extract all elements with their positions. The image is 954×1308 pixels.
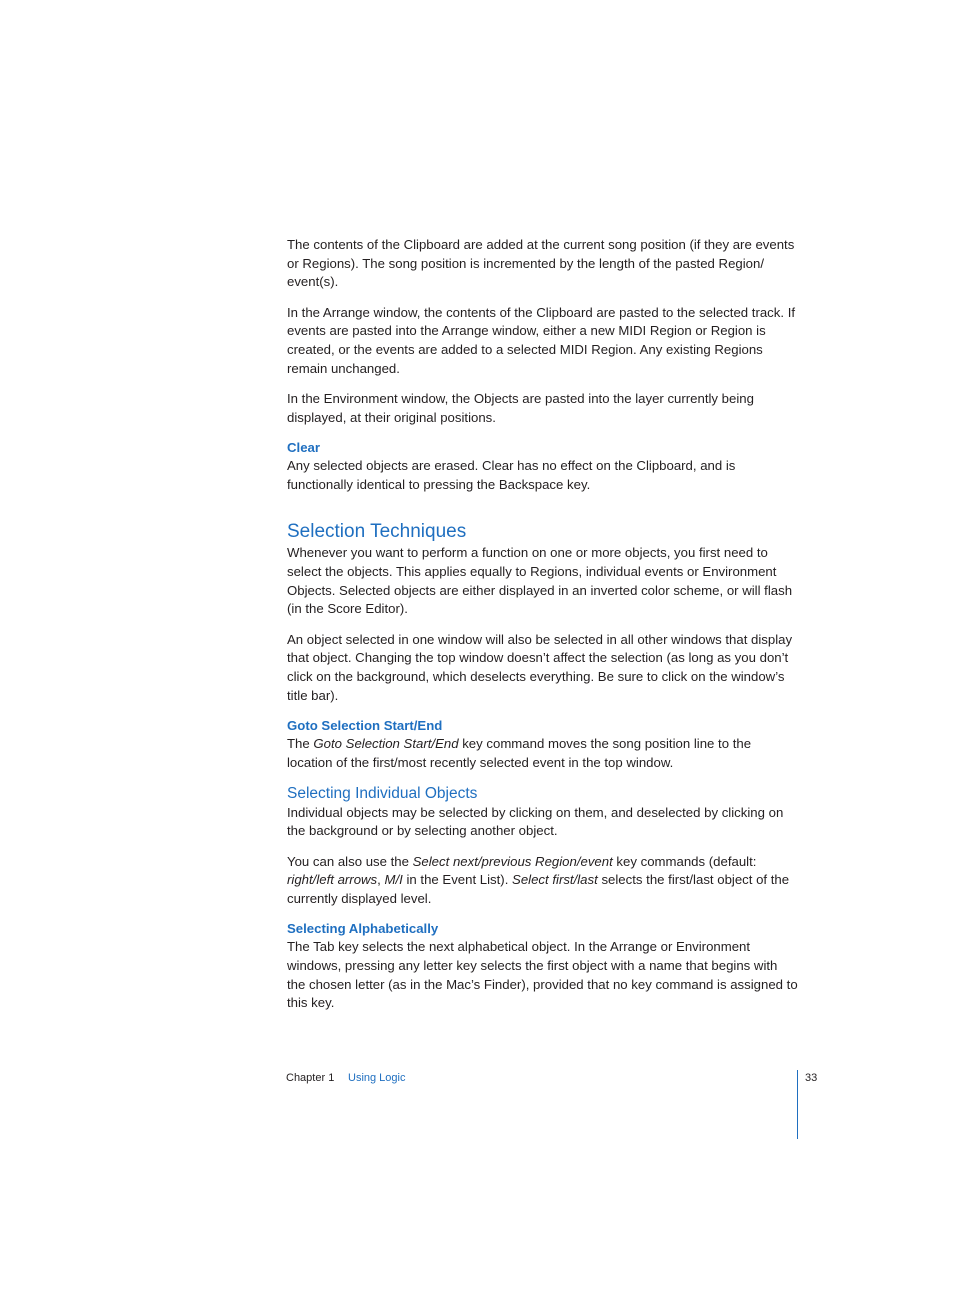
command-name: Select first/last — [512, 872, 598, 888]
paragraph-clear: Any selected objects are erased. Clear has no effect on the Clipboard, and is functionally identical to pressing the Backspace key. — [287, 457, 736, 492]
paragraph-clipboard-position: The contents of the Clipboard are added at the current song position (if they are events or Regions). The song position is incremented by the length of the pasted Region/ event(s). — [287, 237, 795, 290]
key-name: M/I — [384, 872, 403, 888]
paragraph-goto-selection — [287, 735, 799, 772]
paragraph-environment-paste: In the Environment window, the Objects are pasted into the layer currently being displayed, at their original positions. — [287, 390, 754, 425]
footer-divider — [797, 1070, 798, 1139]
paragraph-select-key-commands — [287, 853, 799, 909]
paragraph-arrange-paste: In the Arrange window, the contents of the Clipboard are pasted to the selected track. If events are pasted into the Arrange window, either a new MIDI Region or Region is created, or the events are added to a selected MIDI Region. Any existing Regions remain unchanged. — [287, 304, 796, 376]
text-run: , — [377, 872, 385, 888]
footer-chapter: Chapter 1 — [286, 1072, 335, 1084]
text-run: key commands (default: — [612, 853, 757, 869]
text-run: selects the first/last object of the currently displayed level. — [287, 872, 790, 907]
key-name: right/left arrows — [287, 872, 378, 888]
paragraph-selection-intro: Whenever you want to perform a function on one or more objects, you first need to select the objects. This applies equally to Regions, individual events or Environment Objects. Selected objects are either displayed in an inverted color scheme, or will flash (in the Score Editor). — [287, 545, 793, 617]
text-run: You can also use the — [287, 853, 413, 869]
goto-the: The — [287, 735, 314, 751]
heading-clear: Clear — [287, 439, 320, 455]
footer-chapter-title: Using Logic — [348, 1072, 406, 1084]
heading-goto-selection: Goto Selection Start/End — [287, 717, 443, 733]
command-name: Select next/previous Region/event — [412, 853, 613, 869]
page-number: 33 — [805, 1072, 818, 1084]
heading-selecting-individual: Selecting Individual Objects — [287, 784, 478, 802]
heading-selecting-alphabetically: Selecting Alphabetically — [287, 921, 439, 937]
paragraph-selecting-alphabetically: The Tab key selects the next alphabetical object. In the Arrange or Environment windows, pressing any letter key selects the first object with a name that begins with the chosen letter (as in the Mac’s Finder), provided that no key command is assigned to this key. — [287, 939, 798, 1011]
text-run: in the Event List). — [402, 872, 513, 888]
heading-selection-techniques: Selection Techniques — [287, 521, 467, 543]
paragraph-selection-windows: An object selected in one window will also be selected in all other windows that display that object. Changing the top window doesn’t affect the selection (as long as you don’t click on the background, which deselects everything. Be sure to click on the window’s title bar). — [287, 631, 793, 703]
goto-command: Goto Selection Start/End — [313, 735, 459, 751]
goto-rest: key command moves the song position line to the location of the first/most recently selected event in the top window. — [287, 735, 752, 770]
paragraph-selecting-individual: Individual objects may be selected by clicking on them, and deselected by clicking on the background or by selecting another object. — [287, 804, 784, 839]
page-content — [287, 236, 799, 1025]
